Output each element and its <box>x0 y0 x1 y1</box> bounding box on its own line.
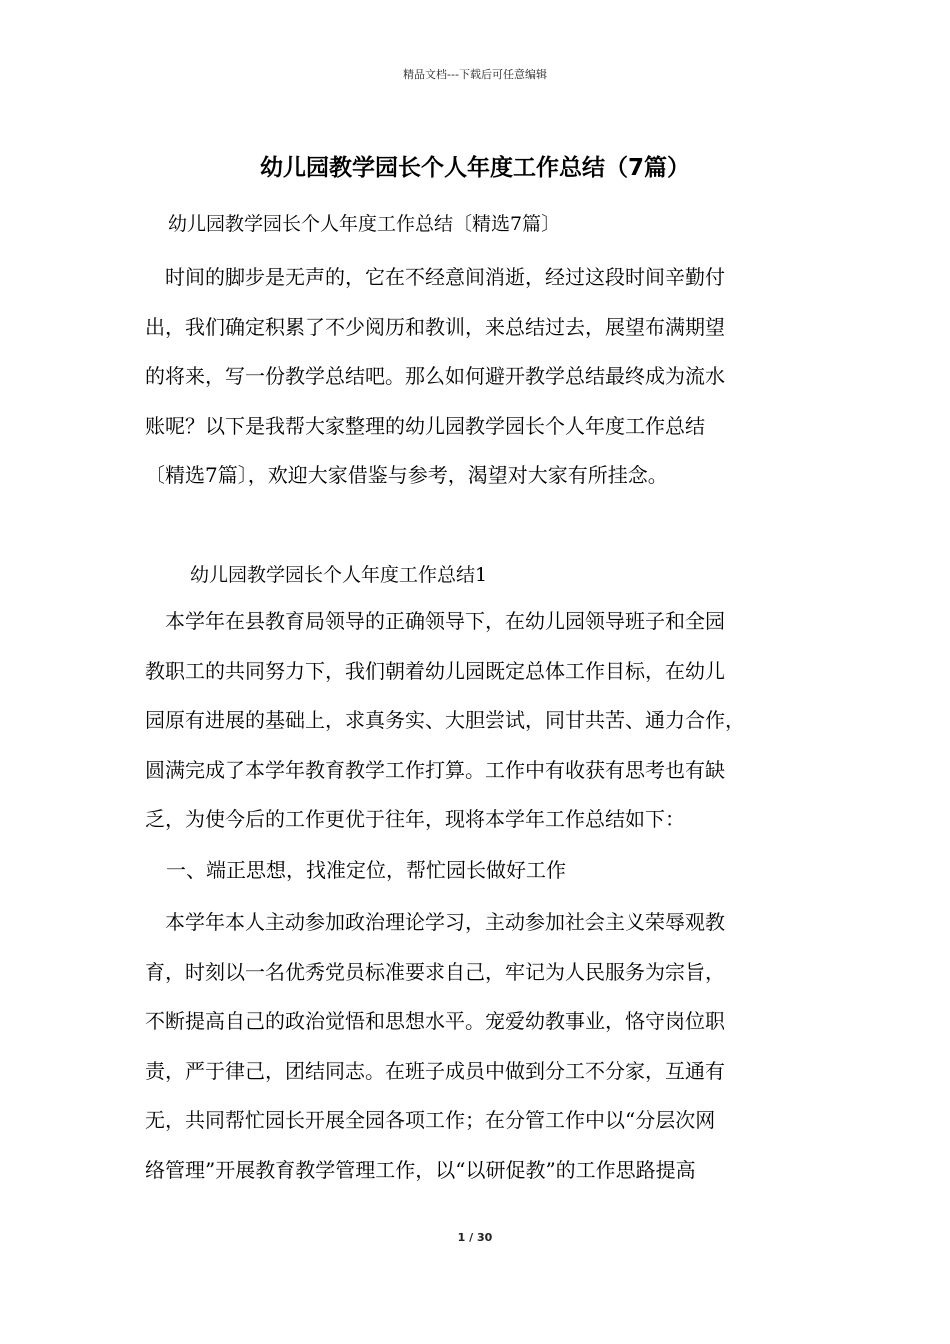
header-note: 精品文档---下载后可任意编辑 <box>403 68 547 81</box>
paragraph-line: 责，严于律己，团结同志。在班子成员中做到分工不分家，互通有 <box>145 1058 725 1083</box>
paragraph-line: 〔精选7篇〕，欢迎大家借鉴与参考，渴望对大家有所挂念。 <box>145 463 668 487</box>
subheading: 一、端正思想，找准定位，帮忙园长做好工作 <box>166 858 566 882</box>
paragraph-line: 园原有进展的基础上，求真务实、大胆尝试，同甘共苦、通力合作， <box>145 708 745 732</box>
paragraph-line: 不断提高自己的政治觉悟和思想水平。宠爱幼教事业，恪守岗位职 <box>145 1009 725 1033</box>
intro-paragraph <box>145 253 815 501</box>
paragraph-line: 出，我们确定积累了不少阅历和教训，来总结过去，展望布满期望 <box>145 314 725 339</box>
document-title: 幼儿园教学园长个人年度工作总结（7篇） <box>259 155 690 181</box>
document-subtitle: 幼儿园教学园长个人年度工作总结〔精选7篇〕 <box>168 213 561 235</box>
paragraph-line: 教职工的共同努力下，我们朝着幼儿园既定总体工作目标，在幼儿 <box>145 658 725 683</box>
paragraph-line: 育，时刻以一名优秀党员标准要求自己，牢记为人民服务为宗旨， <box>145 959 725 984</box>
section1-part1-paragraph <box>145 898 815 1195</box>
paragraph-line: 本学年在县教育局领导的正确领导下，在幼儿园领导班子和全园 <box>145 609 725 633</box>
paragraph-line: 圆满完成了本学年教育教学工作打算。工作中有收获有思考也有缺 <box>145 757 725 782</box>
paragraph-line: 本学年本人主动参加政治理论学习，主动参加社会主义荣辱观教 <box>145 910 725 934</box>
paragraph-line: 无，共同帮忙园长开展全园各项工作；在分管工作中以“分层次网 <box>145 1108 716 1132</box>
page-number: 1 / 30 <box>457 1231 493 1244</box>
paragraph-line: 络管理”开展教育教学管理工作，以“以研促教”的工作思路提高 <box>145 1157 696 1182</box>
section-heading: 幼儿园教学园长个人年度工作总结1 <box>190 564 488 586</box>
paragraph-line: 的将来，写一份教学总结吧。那么如何避开教学总结最终成为流水 <box>145 364 725 388</box>
paragraph-line: 账呢？以下是我帮大家整理的幼儿园教学园长个人年度工作总结 <box>145 413 705 438</box>
paragraph-line: 乏，为使今后的工作更优于往年，现将本学年工作总结如下： <box>145 807 685 831</box>
paragraph-line: 时间的脚步是无声的，它在不经意间消逝，经过这段时间辛勤付 <box>145 265 725 289</box>
section1-paragraph <box>145 597 815 845</box>
